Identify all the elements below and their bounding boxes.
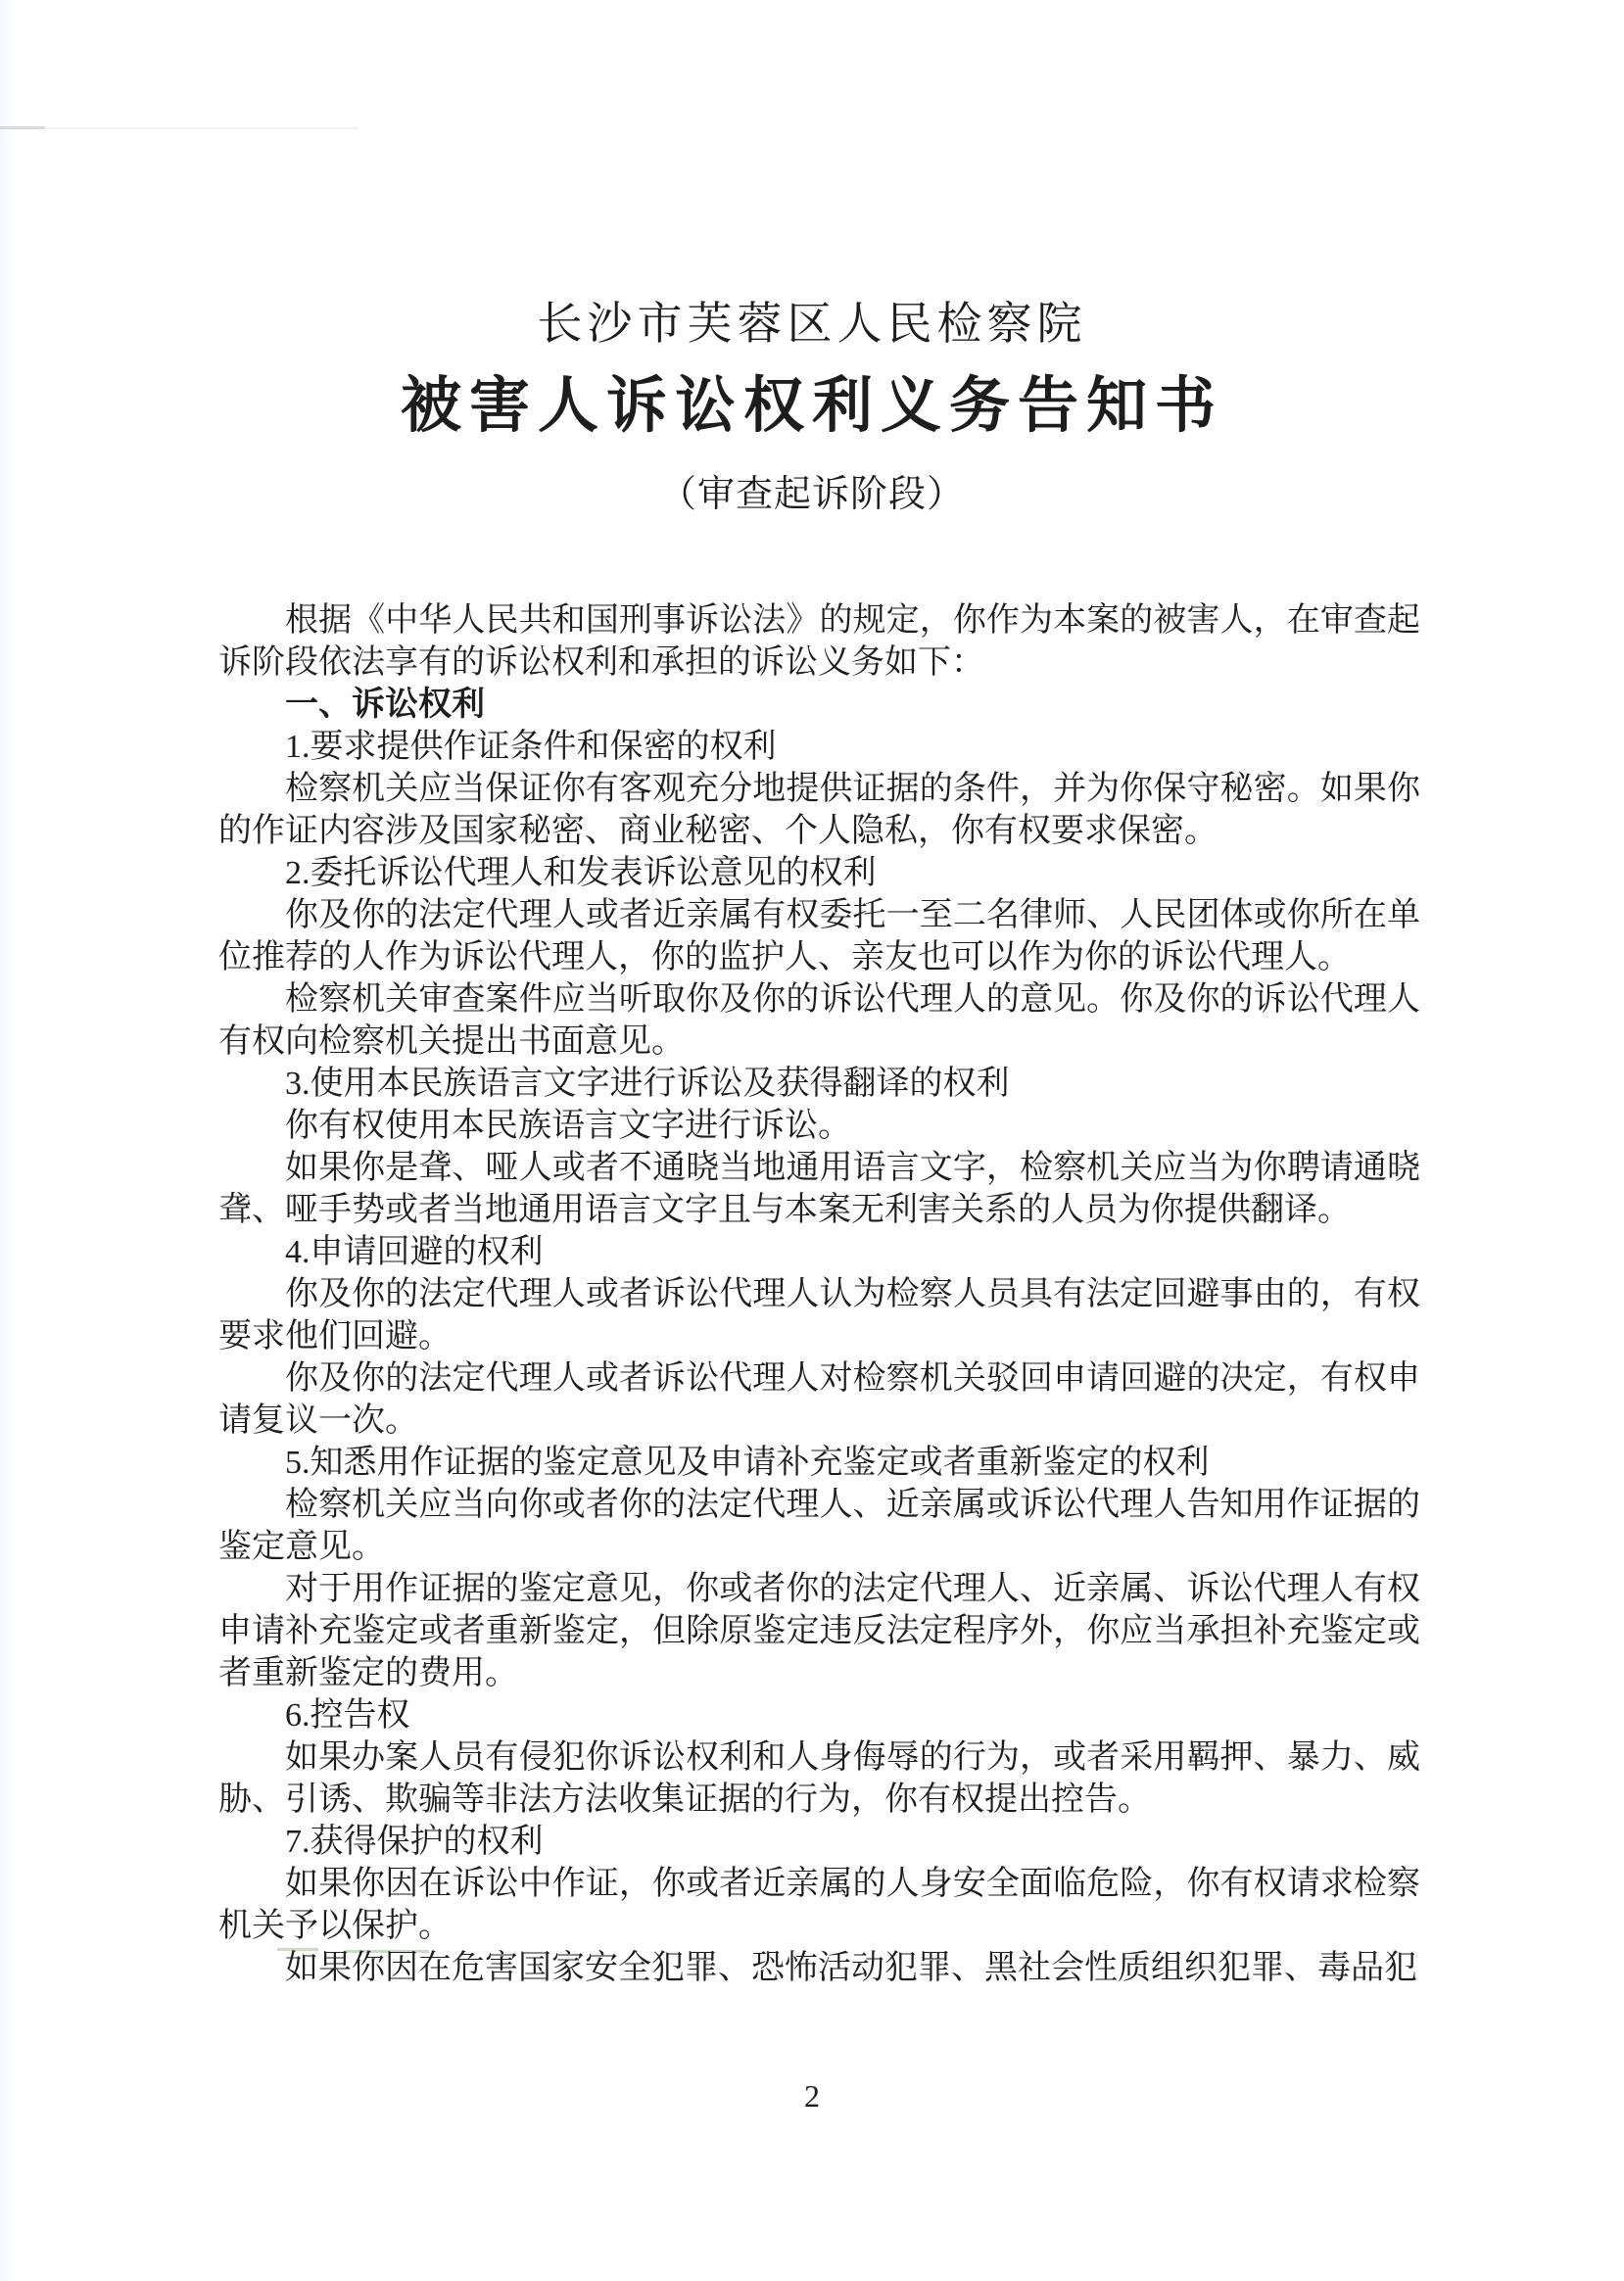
rights-item-5-para-2: 对于用作证据的鉴定意见，你或者你的法定代理人、近亲属、诉讼代理人有权申请补充鉴定或者重新鉴定，但除原鉴定违反法定程序外，你应当承担补充鉴定或者重新鉴定的费用。 bbox=[218, 1571, 1420, 1691]
rights-item-4-para-2: 你及你的法定代理人或者诉讼代理人对检察机关驳回申请回避的决定，有权申请复议一次。 bbox=[218, 1360, 1420, 1439]
rights-item-2-para-1: 你及你的法定代理人或者近亲属有权委托一至二名律师、人民团体或你所在单位推荐的人作为诉讼代理人，你的监护人、亲友也可以作为你的诉讼代理人。 bbox=[218, 897, 1420, 975]
rights-item-3-para-1: 你有权使用本民族语言文字进行诉讼。 bbox=[285, 1108, 851, 1144]
document-title: 被害人诉讼权利义务告知书 bbox=[400, 373, 1223, 440]
rights-item-1-para-1: 检察机关应当保证你有客观充分地提供证据的条件，并为你保守秘密。如果你的作证内容涉及国家秘密、商业秘密、个人隐私，你有权要求保密。 bbox=[218, 771, 1420, 849]
intro-paragraph: 根据《中华人民共和国刑事诉讼法》的规定，你作为本案的被害人，在审查起诉阶段依法享有的诉讼权利和承担的诉讼义务如下： bbox=[218, 602, 1420, 681]
page-number: 2 bbox=[804, 2078, 820, 2114]
rights-item-2-heading: 2.委托诉讼代理人和发表诉讼意见的权利 bbox=[285, 855, 877, 891]
section-heading-rights: 一、诉讼权利 bbox=[285, 687, 485, 723]
rights-item-2-para-2: 检察机关审查案件应当听取你及你的诉讼代理人的意见。你及你的诉讼代理人有权向检察机关提出书面意见。 bbox=[218, 981, 1420, 1060]
scan-artifact-dash bbox=[0, 126, 45, 129]
rights-item-1-heading: 1.要求提供作证条件和保密的权利 bbox=[285, 729, 777, 765]
document-subtitle: （审查起诉阶段） bbox=[658, 474, 965, 515]
rights-item-5-heading: 5.知悉用作证据的鉴定意见及申请补充鉴定或者重新鉴定的权利 bbox=[285, 1445, 1210, 1481]
rights-item-6-para-1: 如果办案人员有侵犯你诉讼权利和人身侮辱的行为，或者采用羁押、暴力、威胁、引诱、欺骗等非法方法收集证据的行为，你有权提出控告。 bbox=[218, 1739, 1420, 1818]
rights-item-7-heading: 7.获得保护的权利 bbox=[285, 1824, 544, 1860]
organization-name: 长沙市芙蓉区人民检察院 bbox=[537, 299, 1087, 349]
rights-item-5-para-1: 检察机关应当向你或者你的法定代理人、近亲属或诉讼代理人告知用作证据的鉴定意见。 bbox=[218, 1487, 1420, 1565]
rights-item-6-heading: 6.控告权 bbox=[285, 1697, 410, 1734]
rights-item-3-heading: 3.使用本民族语言文字进行诉讼及获得翻译的权利 bbox=[285, 1066, 1010, 1102]
rights-item-4-heading: 4.申请回避的权利 bbox=[285, 1234, 544, 1270]
rights-item-4-para-1: 你及你的法定代理人或者诉讼代理人认为检察人员具有法定回避事由的，有权要求他们回避。 bbox=[218, 1276, 1420, 1354]
scan-artifact-dash-faint bbox=[45, 127, 358, 129]
rights-item-3-para-2: 如果你是聋、哑人或者不通晓当地通用语言文字，检察机关应当为你聘请通晓聋、哑手势或者当地通用语言文字且与本案无利害关系的人员为你提供翻译。 bbox=[218, 1150, 1420, 1228]
document-body bbox=[218, 599, 1420, 1989]
rights-item-7-para-1: 如果你因在诉讼中作证，你或者近亲属的人身安全面临危险，你有权请求检察机关予以保护。 bbox=[218, 1866, 1420, 1944]
rights-item-7-para-2: 如果你因在危害国家安全犯罪、恐怖活动犯罪、黑社会性质组织犯罪、毒品犯 bbox=[285, 1950, 1417, 1986]
